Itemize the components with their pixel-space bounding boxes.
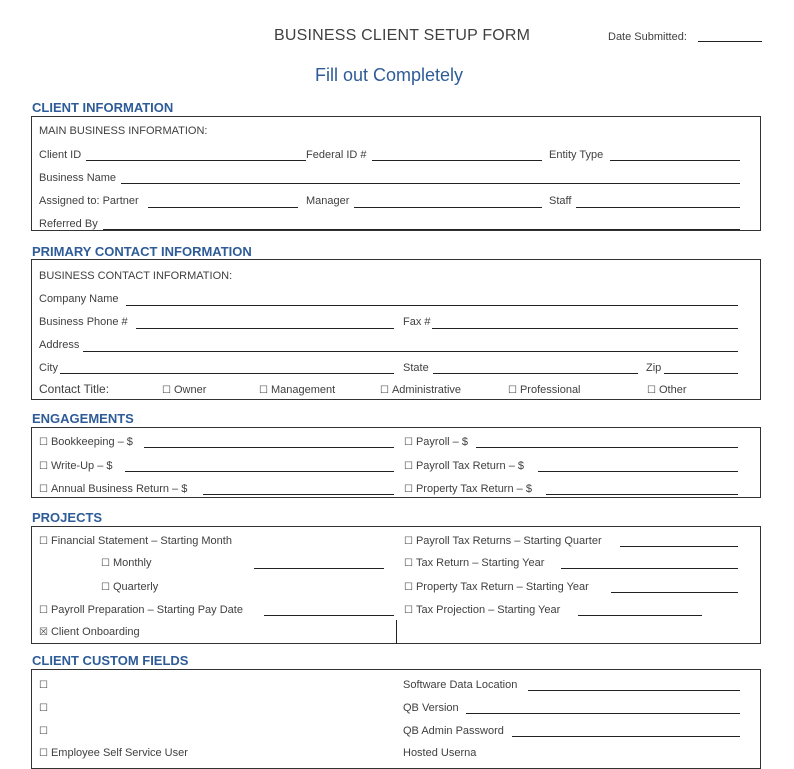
- engagement-write-up-label: Write-Up – $: [50, 460, 113, 472]
- software-data-location-field[interactable]: [528, 690, 740, 691]
- software-data-location-label: Software Data Location: [403, 679, 518, 691]
- zip-field[interactable]: [664, 373, 738, 374]
- project-monthly-label: Monthly: [112, 557, 152, 569]
- checkbox-icon[interactable]: ☐: [404, 536, 413, 547]
- contact-title-administrative-label: Administrative: [391, 384, 462, 396]
- entity-type-field[interactable]: [610, 160, 740, 161]
- referred-by-field[interactable]: [103, 229, 740, 230]
- project-financial-statement[interactable]: [39, 535, 232, 548]
- project-property-tax-return-label: Property Tax Return – Starting Year: [415, 581, 589, 593]
- starting-pay-date-field[interactable]: [264, 615, 394, 616]
- employee-self-service[interactable]: [39, 747, 188, 760]
- checkbox-icon[interactable]: ☐: [380, 385, 389, 396]
- client-id-label: Client ID: [39, 149, 82, 161]
- business-name-label: Business Name: [39, 172, 117, 184]
- checkbox-icon[interactable]: ☐: [39, 461, 48, 472]
- engagement-annual-business-return-label: Annual Business Return – $: [50, 483, 188, 495]
- engagement-payroll-label: Payroll – $: [415, 436, 468, 448]
- company-name-label: Company Name: [39, 293, 119, 305]
- checkbox-icon[interactable]: ☐: [101, 558, 110, 569]
- project-tax-return[interactable]: [404, 557, 544, 570]
- payroll-tax-return-amount-field[interactable]: [538, 471, 738, 472]
- client-information-heading: CLIENT INFORMATION: [32, 100, 174, 115]
- checkbox-icon[interactable]: ☐: [39, 536, 48, 547]
- contact-title-management[interactable]: [259, 384, 335, 397]
- entity-type-label: Entity Type: [549, 149, 604, 161]
- state-field[interactable]: [433, 373, 638, 374]
- checkbox-icon[interactable]: ☐: [39, 605, 48, 616]
- checkbox-icon[interactable]: ☐: [404, 437, 413, 448]
- qb-version-label: QB Version: [403, 702, 459, 714]
- custom-field-checkbox-1[interactable]: [39, 679, 51, 692]
- engagement-bookkeeping-label: Bookkeeping – $: [50, 436, 133, 448]
- qb-admin-password-label: QB Admin Password: [403, 725, 504, 737]
- checkbox-icon[interactable]: ☐: [404, 484, 413, 495]
- project-client-onboarding-label: Client Onboarding: [50, 626, 140, 638]
- project-payroll-tax-returns[interactable]: [404, 535, 602, 548]
- assigned-partner-field[interactable]: [148, 207, 298, 208]
- form-subtitle: Fill out Completely: [315, 65, 464, 85]
- zip-label: Zip: [646, 362, 662, 374]
- primary-contact-heading: PRIMARY CONTACT INFORMATION: [32, 244, 252, 259]
- engagement-payroll-tax-return-label: Payroll Tax Return – $: [415, 460, 524, 472]
- address-label: Address: [39, 339, 80, 351]
- form-title: BUSINESS CLIENT SETUP FORM: [274, 27, 531, 44]
- project-tax-projection[interactable]: [404, 604, 560, 617]
- engagements-heading: ENGAGEMENTS: [32, 411, 134, 426]
- address-field[interactable]: [83, 351, 738, 352]
- starting-quarter-field[interactable]: [620, 546, 738, 547]
- property-tax-starting-year-field[interactable]: [611, 592, 738, 593]
- staff-field[interactable]: [576, 207, 740, 208]
- engagement-payroll-tax-return[interactable]: [404, 460, 524, 473]
- project-tax-projection-label: Tax Projection – Starting Year: [415, 604, 561, 616]
- checkbox-icon[interactable]: ☐: [404, 605, 413, 616]
- project-payroll-tax-returns-label: Payroll Tax Returns – Starting Quarter: [415, 535, 602, 547]
- city-label: City: [39, 362, 58, 374]
- qb-admin-password-field[interactable]: [512, 736, 740, 737]
- engagement-property-tax-return[interactable]: [404, 483, 532, 496]
- manager-label: Manager: [306, 195, 350, 207]
- projects-heading: PROJECTS: [32, 510, 103, 525]
- federal-id-label: Federal ID #: [306, 149, 367, 161]
- checkbox-icon[interactable]: ☐: [39, 680, 48, 691]
- checkbox-icon[interactable]: ☐: [39, 726, 48, 737]
- client-id-field[interactable]: [86, 160, 306, 161]
- checkbox-icon[interactable]: ☐: [101, 582, 110, 593]
- project-property-tax-return[interactable]: [404, 581, 589, 594]
- checkbox-icon[interactable]: ☐: [162, 385, 171, 396]
- federal-id-field[interactable]: [372, 160, 542, 161]
- write-up-amount-field[interactable]: [125, 471, 394, 472]
- property-tax-return-amount-field[interactable]: [546, 494, 738, 495]
- contact-title-professional-label: Professional: [519, 384, 581, 396]
- checkbox-icon[interactable]: ☐: [508, 385, 517, 396]
- engagement-write-up[interactable]: [39, 460, 113, 473]
- contact-title-other[interactable]: [647, 384, 686, 397]
- custom-field-checkbox-2[interactable]: [39, 702, 51, 715]
- contact-title-owner[interactable]: [162, 384, 206, 397]
- checkbox-icon[interactable]: ☐: [404, 582, 413, 593]
- business-contact-info-label: BUSINESS CONTACT INFORMATION:: [39, 270, 233, 282]
- bookkeeping-amount-field[interactable]: [144, 447, 394, 448]
- project-payroll-preparation-label: Payroll Preparation – Starting Pay Date: [50, 604, 243, 616]
- project-quarterly-label: Quarterly: [112, 581, 159, 593]
- contact-title-administrative[interactable]: [380, 384, 461, 397]
- checkbox-icon[interactable]: ☐: [404, 558, 413, 569]
- project-monthly[interactable]: [101, 557, 152, 570]
- employee-self-service-label: Employee Self Service User: [50, 747, 188, 759]
- project-financial-statement-label: Financial Statement – Starting Month: [50, 535, 232, 547]
- business-phone-field[interactable]: [136, 328, 394, 329]
- checkbox-icon[interactable]: ☐: [404, 461, 413, 472]
- staff-label: Staff: [549, 195, 572, 207]
- checkbox-icon[interactable]: ☐: [39, 437, 48, 448]
- contact-title-label: Contact Title:: [39, 382, 110, 396]
- state-label: State: [403, 362, 429, 374]
- referred-by-label: Referred By: [39, 218, 98, 230]
- fax-field[interactable]: [432, 328, 738, 329]
- business-name-field[interactable]: [121, 183, 740, 184]
- projects-divider: [396, 620, 397, 644]
- contact-title-other-label: Other: [658, 384, 687, 396]
- project-payroll-preparation[interactable]: [39, 604, 243, 617]
- city-field[interactable]: [60, 373, 394, 374]
- engagement-annual-business-return[interactable]: [39, 483, 187, 496]
- business-phone-label: Business Phone #: [39, 316, 128, 328]
- project-quarterly[interactable]: [101, 581, 158, 594]
- checkbox-icon[interactable]: ☐: [39, 484, 48, 495]
- project-tax-return-label: Tax Return – Starting Year: [415, 557, 545, 569]
- main-business-info-label: MAIN BUSINESS INFORMATION:: [39, 125, 208, 137]
- checkbox-checked-icon[interactable]: ☒: [39, 627, 48, 638]
- client-custom-fields-heading: CLIENT CUSTOM FIELDS: [32, 653, 189, 668]
- custom-field-checkbox-3[interactable]: [39, 725, 51, 738]
- checkbox-icon[interactable]: ☐: [39, 703, 48, 714]
- checkbox-icon[interactable]: ☐: [259, 385, 268, 396]
- engagement-property-tax-return-label: Property Tax Return – $: [415, 483, 532, 495]
- date-submitted-field[interactable]: [698, 41, 762, 42]
- payroll-amount-field[interactable]: [476, 447, 738, 448]
- contact-title-professional[interactable]: [508, 384, 581, 397]
- hosted-username-label: Hosted Userna: [403, 747, 477, 759]
- company-name-field[interactable]: [126, 305, 738, 306]
- tax-return-starting-year-field[interactable]: [561, 568, 738, 569]
- starting-month-field[interactable]: [254, 568, 384, 569]
- checkbox-icon[interactable]: ☐: [647, 385, 656, 396]
- date-submitted-label: Date Submitted:: [608, 31, 687, 43]
- manager-field[interactable]: [354, 207, 542, 208]
- engagement-payroll[interactable]: [404, 436, 468, 449]
- tax-projection-starting-year-field[interactable]: [578, 615, 702, 616]
- contact-title-management-label: Management: [270, 384, 336, 396]
- annual-business-return-amount-field[interactable]: [203, 494, 394, 495]
- project-client-onboarding[interactable]: [39, 626, 140, 639]
- qb-version-field[interactable]: [466, 713, 740, 714]
- contact-title-owner-label: Owner: [173, 384, 207, 396]
- fax-label: Fax #: [403, 316, 431, 328]
- checkbox-icon[interactable]: ☐: [39, 748, 48, 759]
- assigned-partner-label: Assigned to: Partner: [39, 195, 139, 207]
- engagement-bookkeeping[interactable]: [39, 436, 133, 449]
